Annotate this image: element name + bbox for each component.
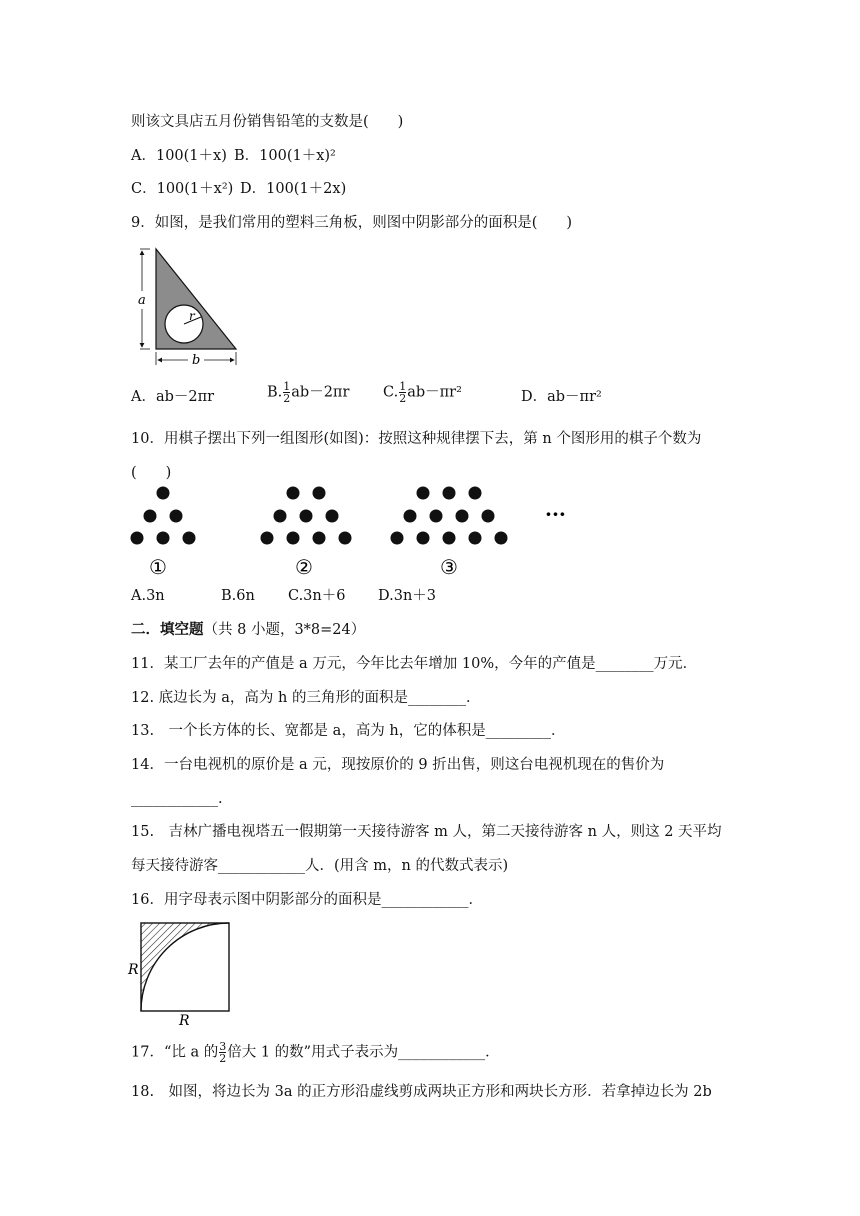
q10-dot-patterns — [125, 480, 585, 580]
q10-paren: ( ) — [131, 465, 172, 481]
q12: 12. 底边长为 a，高为 h 的三角形的面积是________． — [131, 690, 481, 706]
q8-option-a: A．100(1＋x) — [131, 148, 227, 164]
q8-option-d: D．100(1＋2x) — [240, 181, 347, 197]
q9-option-c: C. $\frac{1}{2}$ ab－πr² — [383, 380, 462, 405]
label-a: a — [138, 293, 146, 308]
q11: 11．某工厂去年的产值是 a 万元，今年比去年增加 10%，今年的产值是________万元． — [131, 656, 698, 672]
q10-option-c: C.3n＋6 — [288, 588, 346, 604]
label-r-side: R — [128, 962, 139, 978]
q8-option-b: B．100(1＋x)² — [234, 148, 336, 164]
q13: 13. 一个长方体的长、宽都是 a，高为 h，它的体积是_________． — [131, 723, 566, 739]
ellipsis: ··· — [545, 502, 566, 526]
label-b: b — [192, 353, 201, 368]
q10-option-b: B.6n — [221, 588, 255, 604]
label-r: r — [189, 309, 195, 323]
pattern-label-2: ② — [295, 555, 313, 579]
q10-option-a: A.3n — [131, 588, 165, 604]
q16-stem: 16．用字母表示图中阴影部分的面积是____________． — [131, 892, 483, 908]
q18: 18. 如图，将边长为 3a 的正方形沿虚线剪成两块正方形和两块长方形．若拿掉边长为 2b — [131, 1084, 712, 1100]
pattern-label-1: ① — [149, 555, 167, 579]
section-2-header — [131, 621, 365, 639]
pattern-2 — [261, 487, 352, 545]
q9-stem: 9．如图，是我们常用的塑料三角板，则图中阴影部分的面积是( ) — [131, 215, 573, 231]
q10-option-d: D.3n＋3 — [378, 588, 437, 604]
q8-stem: 则该文具店五月份销售铅笔的支数是( ) — [131, 114, 404, 130]
q8-option-c: C．100(1＋x²) — [131, 181, 234, 197]
shaded-region — [141, 923, 229, 1011]
label-r-bottom: R — [179, 1013, 190, 1027]
q14-line2: ____________. — [131, 791, 223, 807]
q9-option-d: D．ab－πr² — [521, 389, 602, 405]
q14-line1: 14．一台电视机的原价是 a 元，现按原价的 9 折出售，则这台电视机现在的售价为 — [131, 757, 665, 773]
pattern-1 — [131, 487, 196, 545]
q10-stem: 10．用棋子摆出下列一组图形(如图)：按照这种规律摆下去，第 n 个图形用的棋子个数为 — [131, 431, 702, 447]
q9-triangle-figure — [128, 243, 248, 373]
section-2-note: （共 8 小题，3*8=24） — [203, 622, 366, 638]
q15-line1: 15. 吉林广播电视塔五一假期第一天接待游客 m 人，第二天接待游客 n 人，则这 2 天平均 — [131, 824, 722, 840]
q9-option-b: B. $\frac{1}{2}$ ab－2πr — [267, 380, 350, 405]
q17: 17．“比 a 的 $\frac{3}{2}$ 倍大 1 的数”用式子表示为____________． — [131, 1040, 500, 1065]
section-2-title: 二．填空题 — [131, 621, 204, 638]
q9-option-a: A．ab－2πr — [131, 389, 215, 405]
q15-line2: 每天接待游客____________人．(用含 m，n 的代数式表示) — [131, 858, 509, 874]
pattern-3 — [391, 487, 508, 545]
pattern-label-3: ③ — [440, 555, 458, 579]
q16-quarter-circle-figure — [125, 915, 245, 1027]
